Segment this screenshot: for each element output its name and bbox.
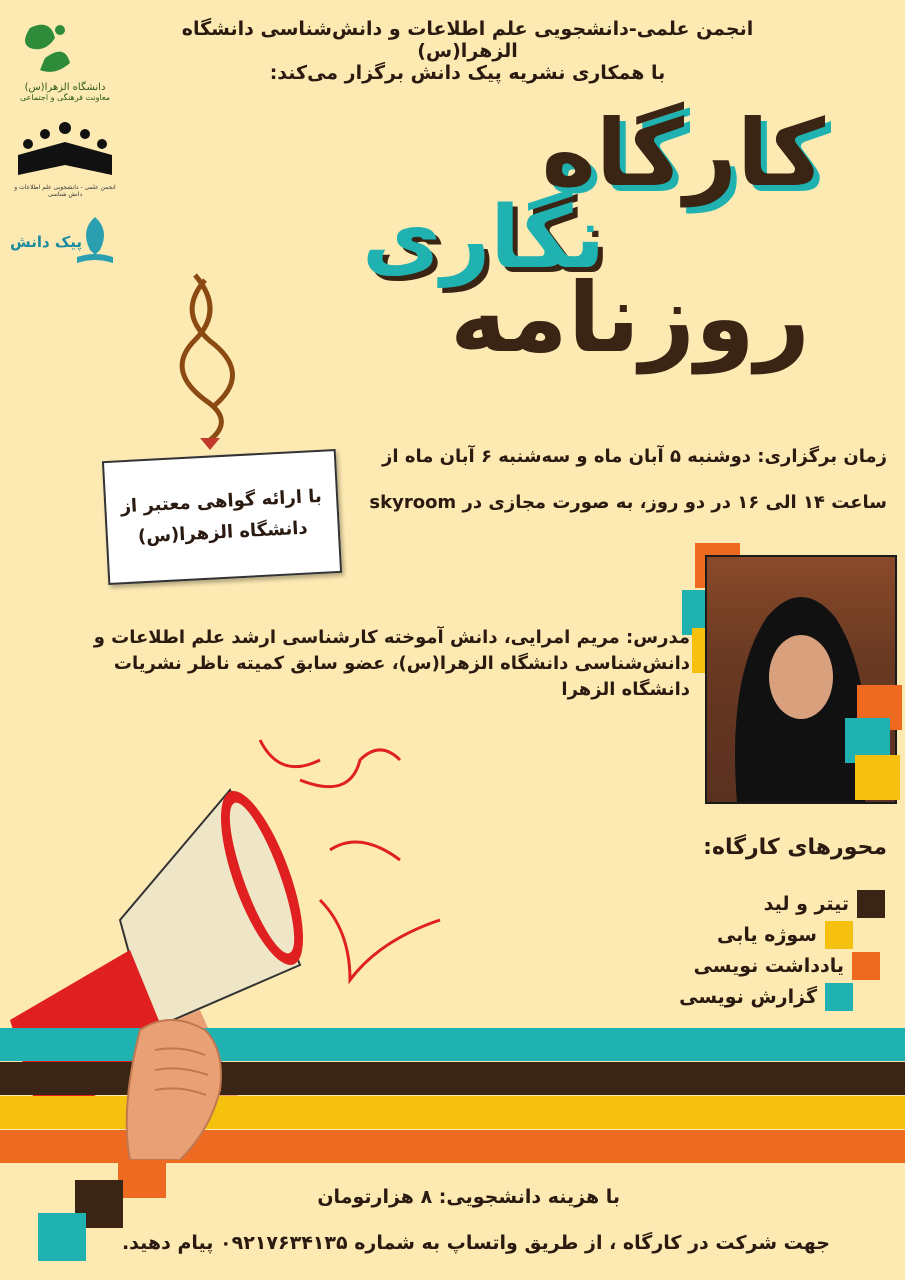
orange-square-icon: [852, 952, 880, 980]
brown-square-icon: [857, 890, 885, 918]
schedule-line1: زمان برگزاری: دوشنبه ۵ آبان ماه و سه‌شنبه ۶ آبان ماه از: [382, 446, 887, 467]
topic-label: سوژه یابی: [717, 924, 817, 946]
certificate-card: [102, 449, 342, 585]
university-logo-text: دانشگاه الزهرا(س): [24, 82, 106, 93]
certificate-line1: با ارائه گواهی معتبر از: [120, 485, 323, 518]
topic-item-2: [717, 921, 853, 949]
title-word-workshop: کارگاه: [541, 100, 825, 207]
header-collaboration: با همکاری نشریه پیک دانش برگزار می‌کند:: [269, 62, 666, 84]
topic-label: گزارش نویسی: [679, 986, 817, 1008]
association-logo: [10, 120, 120, 200]
topic-label: تیتر و لید: [763, 893, 849, 915]
instructor-description: مدرس: مریم امرایی، دانش آموخته کارشناسی ارشد علم اطلاعات و دانش‌شناسی دانشگاه الزهرا(س)، عضو سابق کمیته ناظر نشریات دانشگاه الزهرا: [93, 627, 690, 700]
contact-text: جهت شرکت در کارگاه ، از طریق واتساپ به شماره ۰۹۲۱۷۶۳۴۱۳۵ پیام دهید.: [121, 1232, 830, 1254]
schedule-line2: ساعت ۱۴ الی ۱۶ در دو روز، به صورت مجازی در skyroom: [369, 492, 887, 513]
yellow-square-icon: [825, 921, 853, 949]
title-word-writing: نگاری: [362, 188, 605, 288]
deco-square: [118, 1160, 166, 1198]
topic-label: یادداشت نویسی: [693, 955, 844, 977]
hanging-string-icon: [165, 270, 255, 450]
fee-text: با هزینه دانشجویی: ۸ هزارتومان: [317, 1186, 620, 1208]
topics-heading: محورهای کارگاه:: [703, 835, 887, 860]
header-organizer: انجمن علمی-دانشجویی علم اطلاعات و دانش‌شناسی دانشگاه الزهرا(س): [181, 18, 754, 62]
university-logo-icon: [10, 18, 120, 78]
peyk-danesh-logo: [10, 215, 120, 270]
deco-square: [38, 1213, 86, 1261]
university-logo-subtext: معاونت فرهنگی و اجتماعی: [19, 93, 111, 102]
university-logo: [10, 18, 120, 113]
topic-item-1: [764, 890, 885, 918]
peyk-danesh-logo-text: پیک دانش: [10, 233, 83, 251]
topic-item-3: [694, 952, 880, 980]
association-logo-text: انجمن علمی - دانشجویی علم اطلاعات و دانش شناسی: [14, 184, 116, 198]
book-people-icon: [10, 120, 120, 180]
hand-icon: [110, 1010, 240, 1160]
title-word-newspaper: روزنامه: [450, 262, 810, 374]
deco-square: [855, 755, 900, 800]
certificate-line2: دانشگاه الزهرا(س): [137, 517, 309, 548]
topic-item-4: [679, 983, 853, 1011]
teal-square-icon: [825, 983, 853, 1011]
